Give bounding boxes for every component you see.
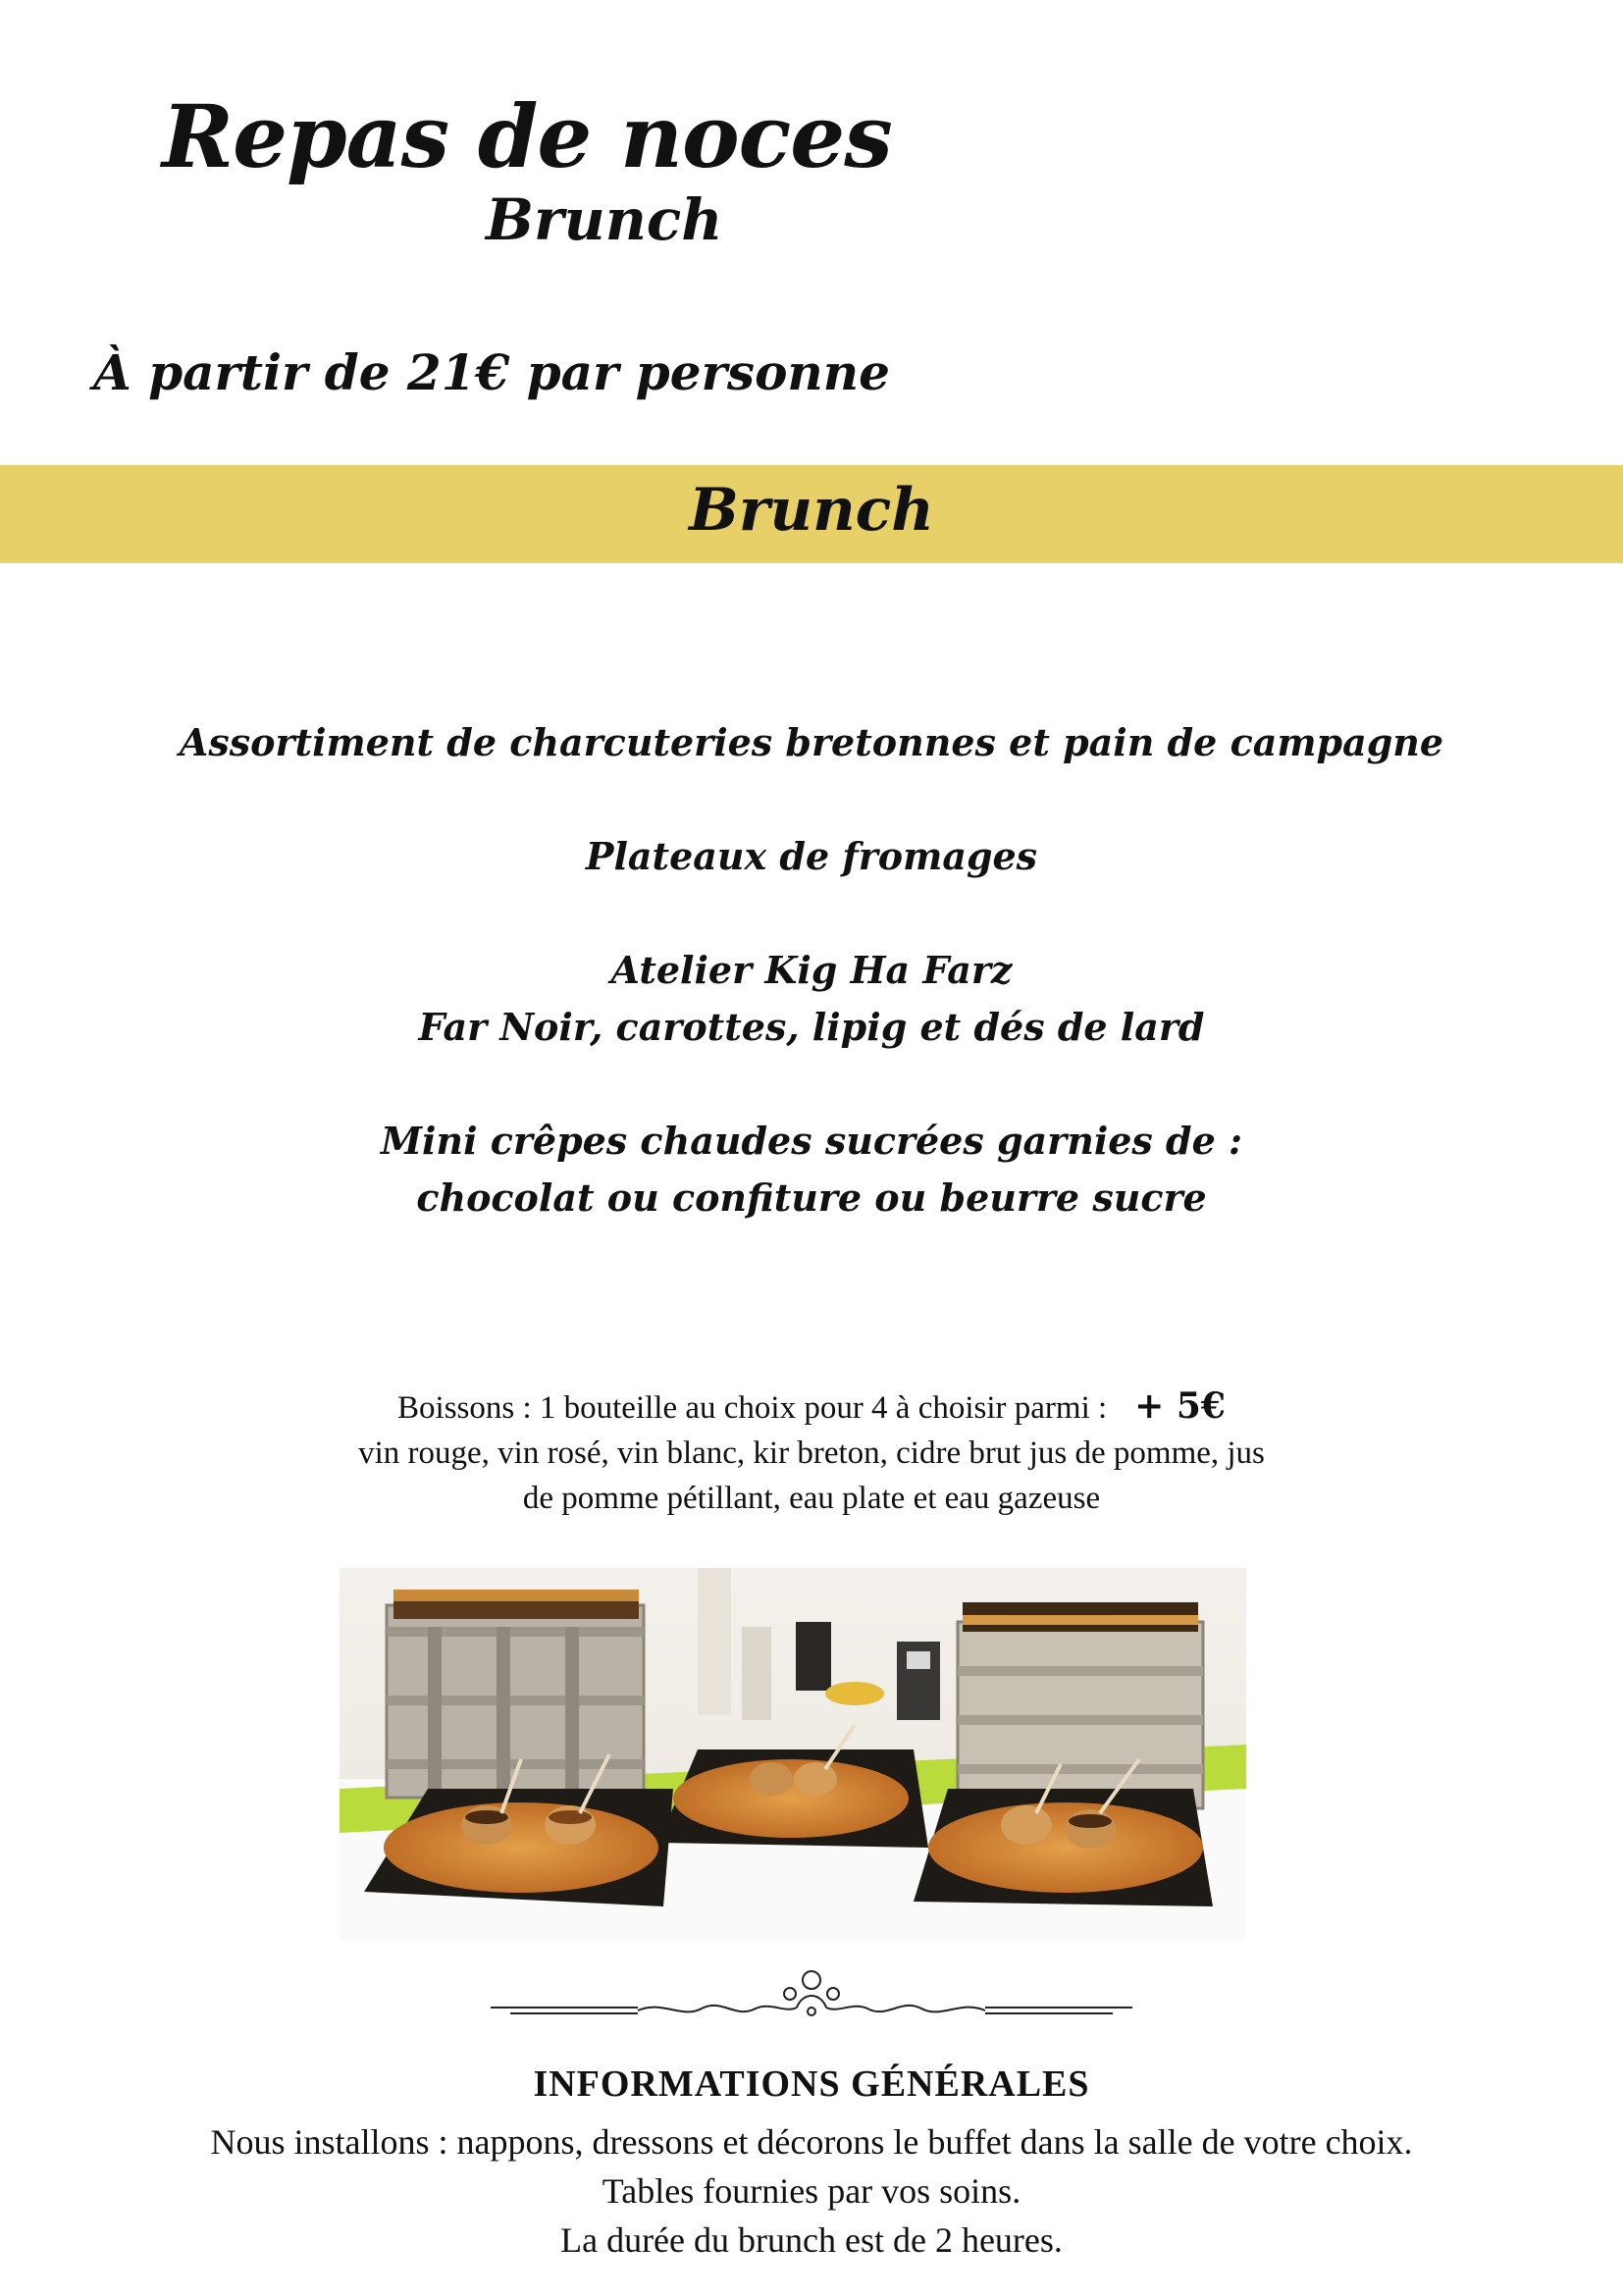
menu-item-crepes: Mini crêpes chaudes sucrées garnies de : — [380, 1119, 1243, 1163]
page-subtitle: Brunch — [486, 186, 723, 253]
drinks-supplement: + 5€ — [1134, 1385, 1226, 1427]
menu-item-kig-ha-farz: Atelier Kig Ha Farz — [610, 948, 1013, 992]
ornament-divider — [491, 1962, 1132, 2031]
page-title: Repas de noces — [162, 85, 892, 187]
drinks-list-2: de pomme pétillant, eau plate et eau gazeuse — [522, 1481, 1101, 1516]
menu-list — [0, 714, 1623, 1226]
info-line-tables: Tables fournies par vos soins. — [602, 2171, 1021, 2211]
info-line-duration: La durée du brunch est de 2 heures. — [560, 2220, 1063, 2260]
info-title: INFORMATIONS GÉNÉRALES — [533, 2063, 1090, 2105]
info-line-installation: Nous installons : nappons, dressons et décorons le buffet dans la salle de votre choix. — [210, 2122, 1413, 2162]
price-line: À partir de 21€ par personne — [93, 343, 890, 401]
menu-item-crepes-detail: chocolat ou confiture ou beurre sucre — [416, 1175, 1207, 1220]
menu-item-charcuteries: Assortiment de charcuteries bretonnes et pain de campagne — [179, 720, 1444, 764]
info-block — [0, 2117, 1623, 2265]
drinks-list-1: vin rouge, vin rosé, vin blanc, kir breton, cidre brut jus de pomme, jus — [358, 1435, 1265, 1471]
buffet-photo — [340, 1568, 1246, 1941]
section-title: Brunch — [689, 476, 934, 545]
drinks-block — [0, 1383, 1623, 1521]
drinks-intro: Boissons : 1 bouteille au choix pour 4 à choisir parmi : — [397, 1390, 1108, 1426]
menu-item-kig-ha-farz-detail: Far Noir, carottes, lipig et dés de lard — [418, 1005, 1205, 1049]
section-band — [0, 465, 1623, 563]
menu-item-fromages: Plateaux de fromages — [585, 834, 1038, 878]
